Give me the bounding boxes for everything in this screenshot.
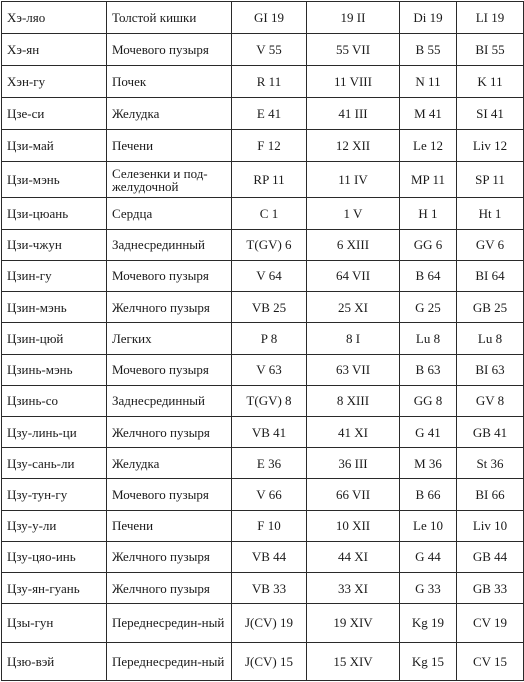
code-english-cell: LI 19	[457, 2, 524, 34]
code-english-cell: GV 8	[457, 385, 524, 416]
point-name-cell: Цзу-сань-ли	[2, 448, 107, 479]
code-french-cell: V 64	[232, 260, 307, 291]
table-row	[2, 510, 524, 541]
code-roman-cell: 11 IV	[307, 162, 400, 198]
code-english-cell: GB 33	[457, 573, 524, 604]
acupoint-table	[1, 1, 524, 681]
table-row	[2, 97, 524, 129]
code-german-cell: B 66	[400, 479, 457, 510]
code-french-cell: F 10	[232, 510, 307, 541]
table-row	[2, 541, 524, 572]
code-german-cell: GG 8	[400, 385, 457, 416]
code-roman-cell: 12 XII	[307, 129, 400, 161]
code-german-cell: Lu 8	[400, 323, 457, 354]
code-english-cell: SI 41	[457, 97, 524, 129]
meridian-name-cell: Мочевого пузыря	[107, 34, 232, 66]
code-english-cell: Liv 12	[457, 129, 524, 161]
point-name-cell: Цзин-цюй	[2, 323, 107, 354]
code-french-cell: VB 33	[232, 573, 307, 604]
table-row	[2, 573, 524, 604]
code-german-cell: Le 12	[400, 129, 457, 161]
table-row	[2, 229, 524, 260]
point-name-cell: Цзы-гун	[2, 604, 107, 642]
meridian-name-cell: Желудка	[107, 448, 232, 479]
code-french-cell: V 66	[232, 479, 307, 510]
code-roman-cell: 41 III	[307, 97, 400, 129]
code-roman-cell: 25 XI	[307, 292, 400, 323]
code-french-cell: VB 41	[232, 416, 307, 447]
code-german-cell: Le 10	[400, 510, 457, 541]
acupoint-table-body	[2, 2, 524, 681]
point-name-cell: Хэн-гу	[2, 66, 107, 97]
code-english-cell: CV 15	[457, 642, 524, 680]
code-german-cell: M 41	[400, 97, 457, 129]
code-german-cell: Kg 19	[400, 604, 457, 642]
point-name-cell: Цзу-у-ли	[2, 510, 107, 541]
table-row	[2, 292, 524, 323]
code-french-cell: T(GV) 8	[232, 385, 307, 416]
code-german-cell: GG 6	[400, 229, 457, 260]
code-roman-cell: 66 VII	[307, 479, 400, 510]
code-roman-cell: 33 XI	[307, 573, 400, 604]
point-name-cell: Хэ-ляо	[2, 2, 107, 34]
code-french-cell: P 8	[232, 323, 307, 354]
code-french-cell: V 55	[232, 34, 307, 66]
point-name-cell: Цзу-ян-гуань	[2, 573, 107, 604]
code-roman-cell: 8 XIII	[307, 385, 400, 416]
meridian-name-cell: Мочевого пузыря	[107, 479, 232, 510]
code-roman-cell: 44 XI	[307, 541, 400, 572]
code-french-cell: E 36	[232, 448, 307, 479]
code-german-cell: H 1	[400, 198, 457, 229]
code-french-cell: C 1	[232, 198, 307, 229]
code-german-cell: Kg 15	[400, 642, 457, 680]
code-roman-cell: 10 XII	[307, 510, 400, 541]
code-french-cell: J(CV) 15	[232, 642, 307, 680]
code-roman-cell: 6 XIII	[307, 229, 400, 260]
code-french-cell: VB 44	[232, 541, 307, 572]
point-name-cell: Цзи-цюань	[2, 198, 107, 229]
meridian-name-cell: Заднесрединный	[107, 385, 232, 416]
point-name-cell: Цзе-си	[2, 97, 107, 129]
code-german-cell: G 41	[400, 416, 457, 447]
code-roman-cell: 36 III	[307, 448, 400, 479]
code-french-cell: GI 19	[232, 2, 307, 34]
point-name-cell: Цзи-май	[2, 129, 107, 161]
code-english-cell: SP 11	[457, 162, 524, 198]
table-row	[2, 448, 524, 479]
code-english-cell: Liv 10	[457, 510, 524, 541]
meridian-name-cell: Толстой кишки	[107, 2, 232, 34]
code-english-cell: GB 44	[457, 541, 524, 572]
code-english-cell: Ht 1	[457, 198, 524, 229]
table-row	[2, 479, 524, 510]
table-row	[2, 260, 524, 291]
meridian-name-cell: Сердца	[107, 198, 232, 229]
point-name-cell: Цзи-мэнь	[2, 162, 107, 198]
table-row	[2, 323, 524, 354]
code-english-cell: BI 63	[457, 354, 524, 385]
code-german-cell: M 36	[400, 448, 457, 479]
code-german-cell: B 55	[400, 34, 457, 66]
table-row	[2, 642, 524, 680]
code-roman-cell: 19 II	[307, 2, 400, 34]
meridian-name-cell: Печени	[107, 129, 232, 161]
code-french-cell: VB 25	[232, 292, 307, 323]
point-name-cell: Цзу-тун-гу	[2, 479, 107, 510]
code-french-cell: V 63	[232, 354, 307, 385]
code-english-cell: GV 6	[457, 229, 524, 260]
code-french-cell: RP 11	[232, 162, 307, 198]
code-roman-cell: 41 XI	[307, 416, 400, 447]
code-german-cell: B 64	[400, 260, 457, 291]
code-english-cell: CV 19	[457, 604, 524, 642]
code-roman-cell: 55 VII	[307, 34, 400, 66]
table-row	[2, 34, 524, 66]
code-english-cell: BI 64	[457, 260, 524, 291]
code-german-cell: N 11	[400, 66, 457, 97]
meridian-name-cell: Желчного пузыря	[107, 541, 232, 572]
table-row	[2, 604, 524, 642]
point-name-cell: Цзи-чжун	[2, 229, 107, 260]
table-row	[2, 2, 524, 34]
table-row	[2, 66, 524, 97]
code-english-cell: BI 55	[457, 34, 524, 66]
code-english-cell: BI 66	[457, 479, 524, 510]
meridian-name-cell: Заднесрединный	[107, 229, 232, 260]
code-roman-cell: 8 I	[307, 323, 400, 354]
meridian-name-cell: Легких	[107, 323, 232, 354]
meridian-name-cell: Желчного пузыря	[107, 573, 232, 604]
meridian-name-cell: Желудка	[107, 97, 232, 129]
meridian-name-cell: Желчного пузыря	[107, 292, 232, 323]
meridian-name-cell: Мочевого пузыря	[107, 354, 232, 385]
point-name-cell: Цзин-мэнь	[2, 292, 107, 323]
meridian-name-cell: Переднесредин-ный	[107, 642, 232, 680]
code-french-cell: F 12	[232, 129, 307, 161]
code-roman-cell: 11 VIII	[307, 66, 400, 97]
point-name-cell: Цзу-линь-ци	[2, 416, 107, 447]
code-german-cell: G 25	[400, 292, 457, 323]
code-roman-cell: 15 XIV	[307, 642, 400, 680]
table-row	[2, 416, 524, 447]
meridian-name-cell: Переднесредин-ный	[107, 604, 232, 642]
code-german-cell: G 44	[400, 541, 457, 572]
code-german-cell: B 63	[400, 354, 457, 385]
code-french-cell: J(CV) 19	[232, 604, 307, 642]
meridian-name-cell: Мочевого пузыря	[107, 260, 232, 291]
point-name-cell: Цзинь-со	[2, 385, 107, 416]
table-row	[2, 198, 524, 229]
point-name-cell: Цзинь-мэнь	[2, 354, 107, 385]
point-name-cell: Хэ-ян	[2, 34, 107, 66]
table-row	[2, 129, 524, 161]
code-english-cell: Lu 8	[457, 323, 524, 354]
code-roman-cell: 64 VII	[307, 260, 400, 291]
meridian-name-cell: Почек	[107, 66, 232, 97]
code-english-cell: GB 41	[457, 416, 524, 447]
table-row	[2, 385, 524, 416]
code-french-cell: T(GV) 6	[232, 229, 307, 260]
code-french-cell: E 41	[232, 97, 307, 129]
code-english-cell: K 11	[457, 66, 524, 97]
code-german-cell: G 33	[400, 573, 457, 604]
point-name-cell: Цзин-гу	[2, 260, 107, 291]
code-german-cell: MP 11	[400, 162, 457, 198]
code-german-cell: Di 19	[400, 2, 457, 34]
point-name-cell: Цзю-вэй	[2, 642, 107, 680]
table-row	[2, 162, 524, 198]
code-roman-cell: 63 VII	[307, 354, 400, 385]
meridian-name-cell: Печени	[107, 510, 232, 541]
code-english-cell: St 36	[457, 448, 524, 479]
code-roman-cell: 1 V	[307, 198, 400, 229]
point-name-cell: Цзу-цяо-инь	[2, 541, 107, 572]
code-english-cell: GB 25	[457, 292, 524, 323]
table-row	[2, 354, 524, 385]
meridian-name-cell: Селезенки и под-желудочной	[107, 162, 232, 198]
meridian-name-cell: Желчного пузыря	[107, 416, 232, 447]
code-french-cell: R 11	[232, 66, 307, 97]
code-roman-cell: 19 XIV	[307, 604, 400, 642]
